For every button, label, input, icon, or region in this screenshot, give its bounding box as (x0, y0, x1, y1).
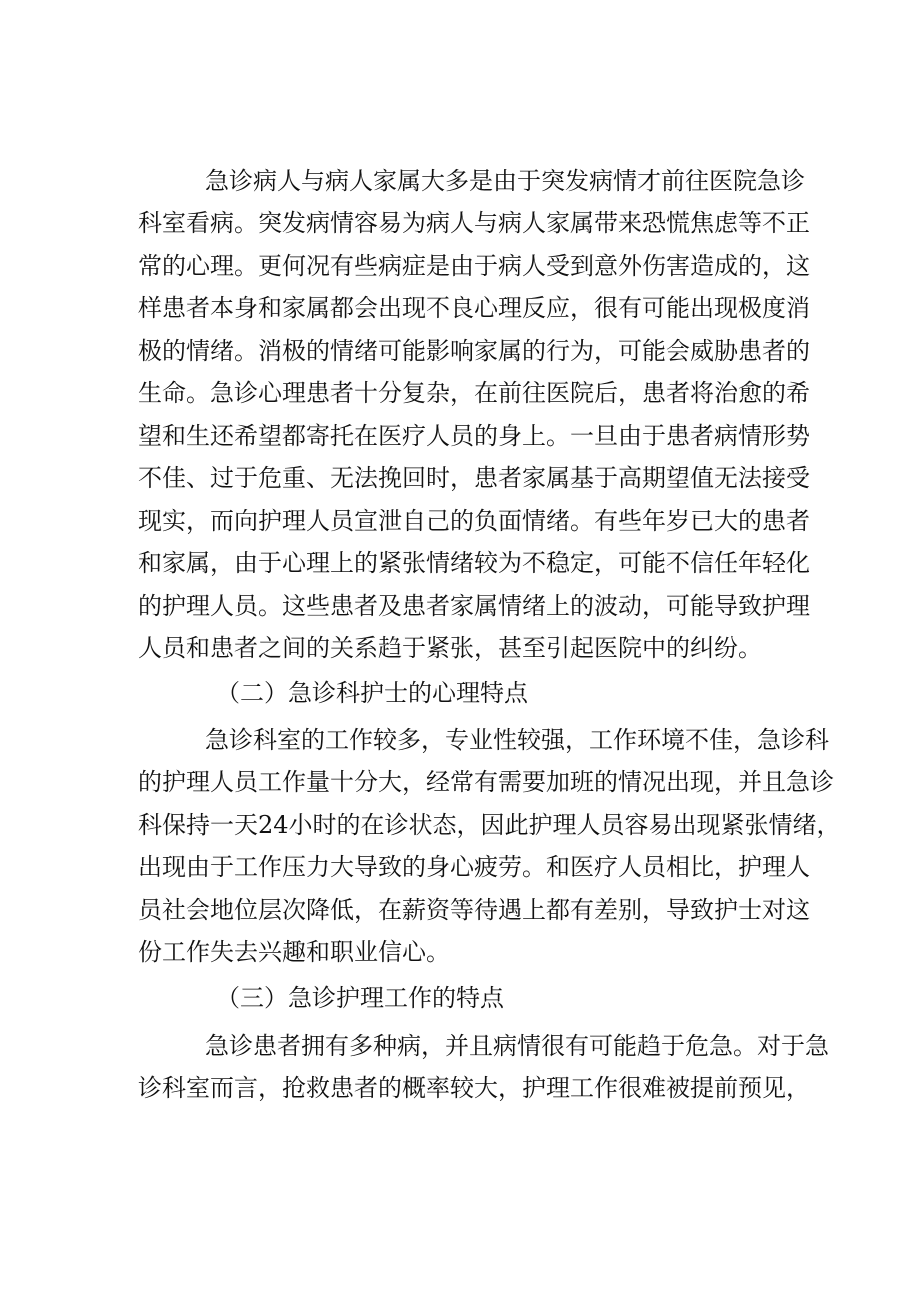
paragraph-line: 现实，而向护理人员宣泄自己的负面情绪。有些年岁已大的患者 (138, 507, 810, 535)
paragraph-line: 望和生还希望都寄托在医疗人员的身上。一旦由于患者病情形势 (138, 422, 810, 450)
paragraph-line: 员社会地位层次降低，在薪资等待遇上都有差别，导致护士对这 (138, 896, 810, 924)
paragraph-line: 生命。急诊心理患者十分复杂，在前往医院后，患者将治愈的希 (138, 379, 810, 407)
paragraph-line: 急诊科室的工作较多，专业性较强，工作环境不佳，急诊科 (205, 726, 829, 754)
paragraph-line: 常的心理。更何况有些病症是由于病人受到意外伤害造成的，这 (138, 252, 810, 280)
section-heading: （三）急诊护理工作的特点 (216, 984, 504, 1012)
paragraph-line: 急诊患者拥有多种病，并且病情很有可能趋于危急。对于急 (205, 1032, 829, 1060)
section-heading: （二）急诊科护士的心理特点 (216, 679, 528, 707)
paragraph-line: 人员和患者之间的关系趋于紧张，甚至引起医院中的纠纷。 (138, 634, 762, 662)
paragraph-line: 急诊病人与病人家属大多是由于突发病情才前往医院急诊 (205, 167, 805, 195)
paragraph-line: 诊科室而言，抢救患者的概率较大，护理工作很难被提前预见， (138, 1074, 810, 1102)
paragraph-line: 出现由于工作压力大导致的身心疲劳。和医疗人员相比，护理人 (138, 853, 810, 881)
paragraph-line: 份工作失去兴趣和职业信心。 (138, 938, 450, 966)
paragraph-line: 不佳、过于危重、无法挽回时，患者家属基于高期望值无法接受 (138, 464, 810, 492)
paragraph-line: 科保持一天24小时的在诊状态，因此护理人员容易出现紧张情绪， (138, 811, 841, 839)
paragraph-line: 的护理人员。这些患者及患者家属情绪上的波动，可能导致护理 (138, 592, 810, 620)
paragraph-line: 科室看病。突发病情容易为病人与病人家属带来恐慌焦虑等不正 (138, 209, 810, 237)
paragraph-line: 样患者本身和家属都会出现不良心理反应，很有可能出现极度消 (138, 294, 810, 322)
paragraph-line: 极的情绪。消极的情绪可能影响家属的行为，可能会威胁患者的 (138, 337, 810, 365)
paragraph-line: 和家属，由于心理上的紧张情绪较为不稳定，可能不信任年轻化 (138, 549, 810, 577)
paragraph-line: 的护理人员工作量十分大，经常有需要加班的情况出现，并且急诊 (138, 768, 834, 796)
